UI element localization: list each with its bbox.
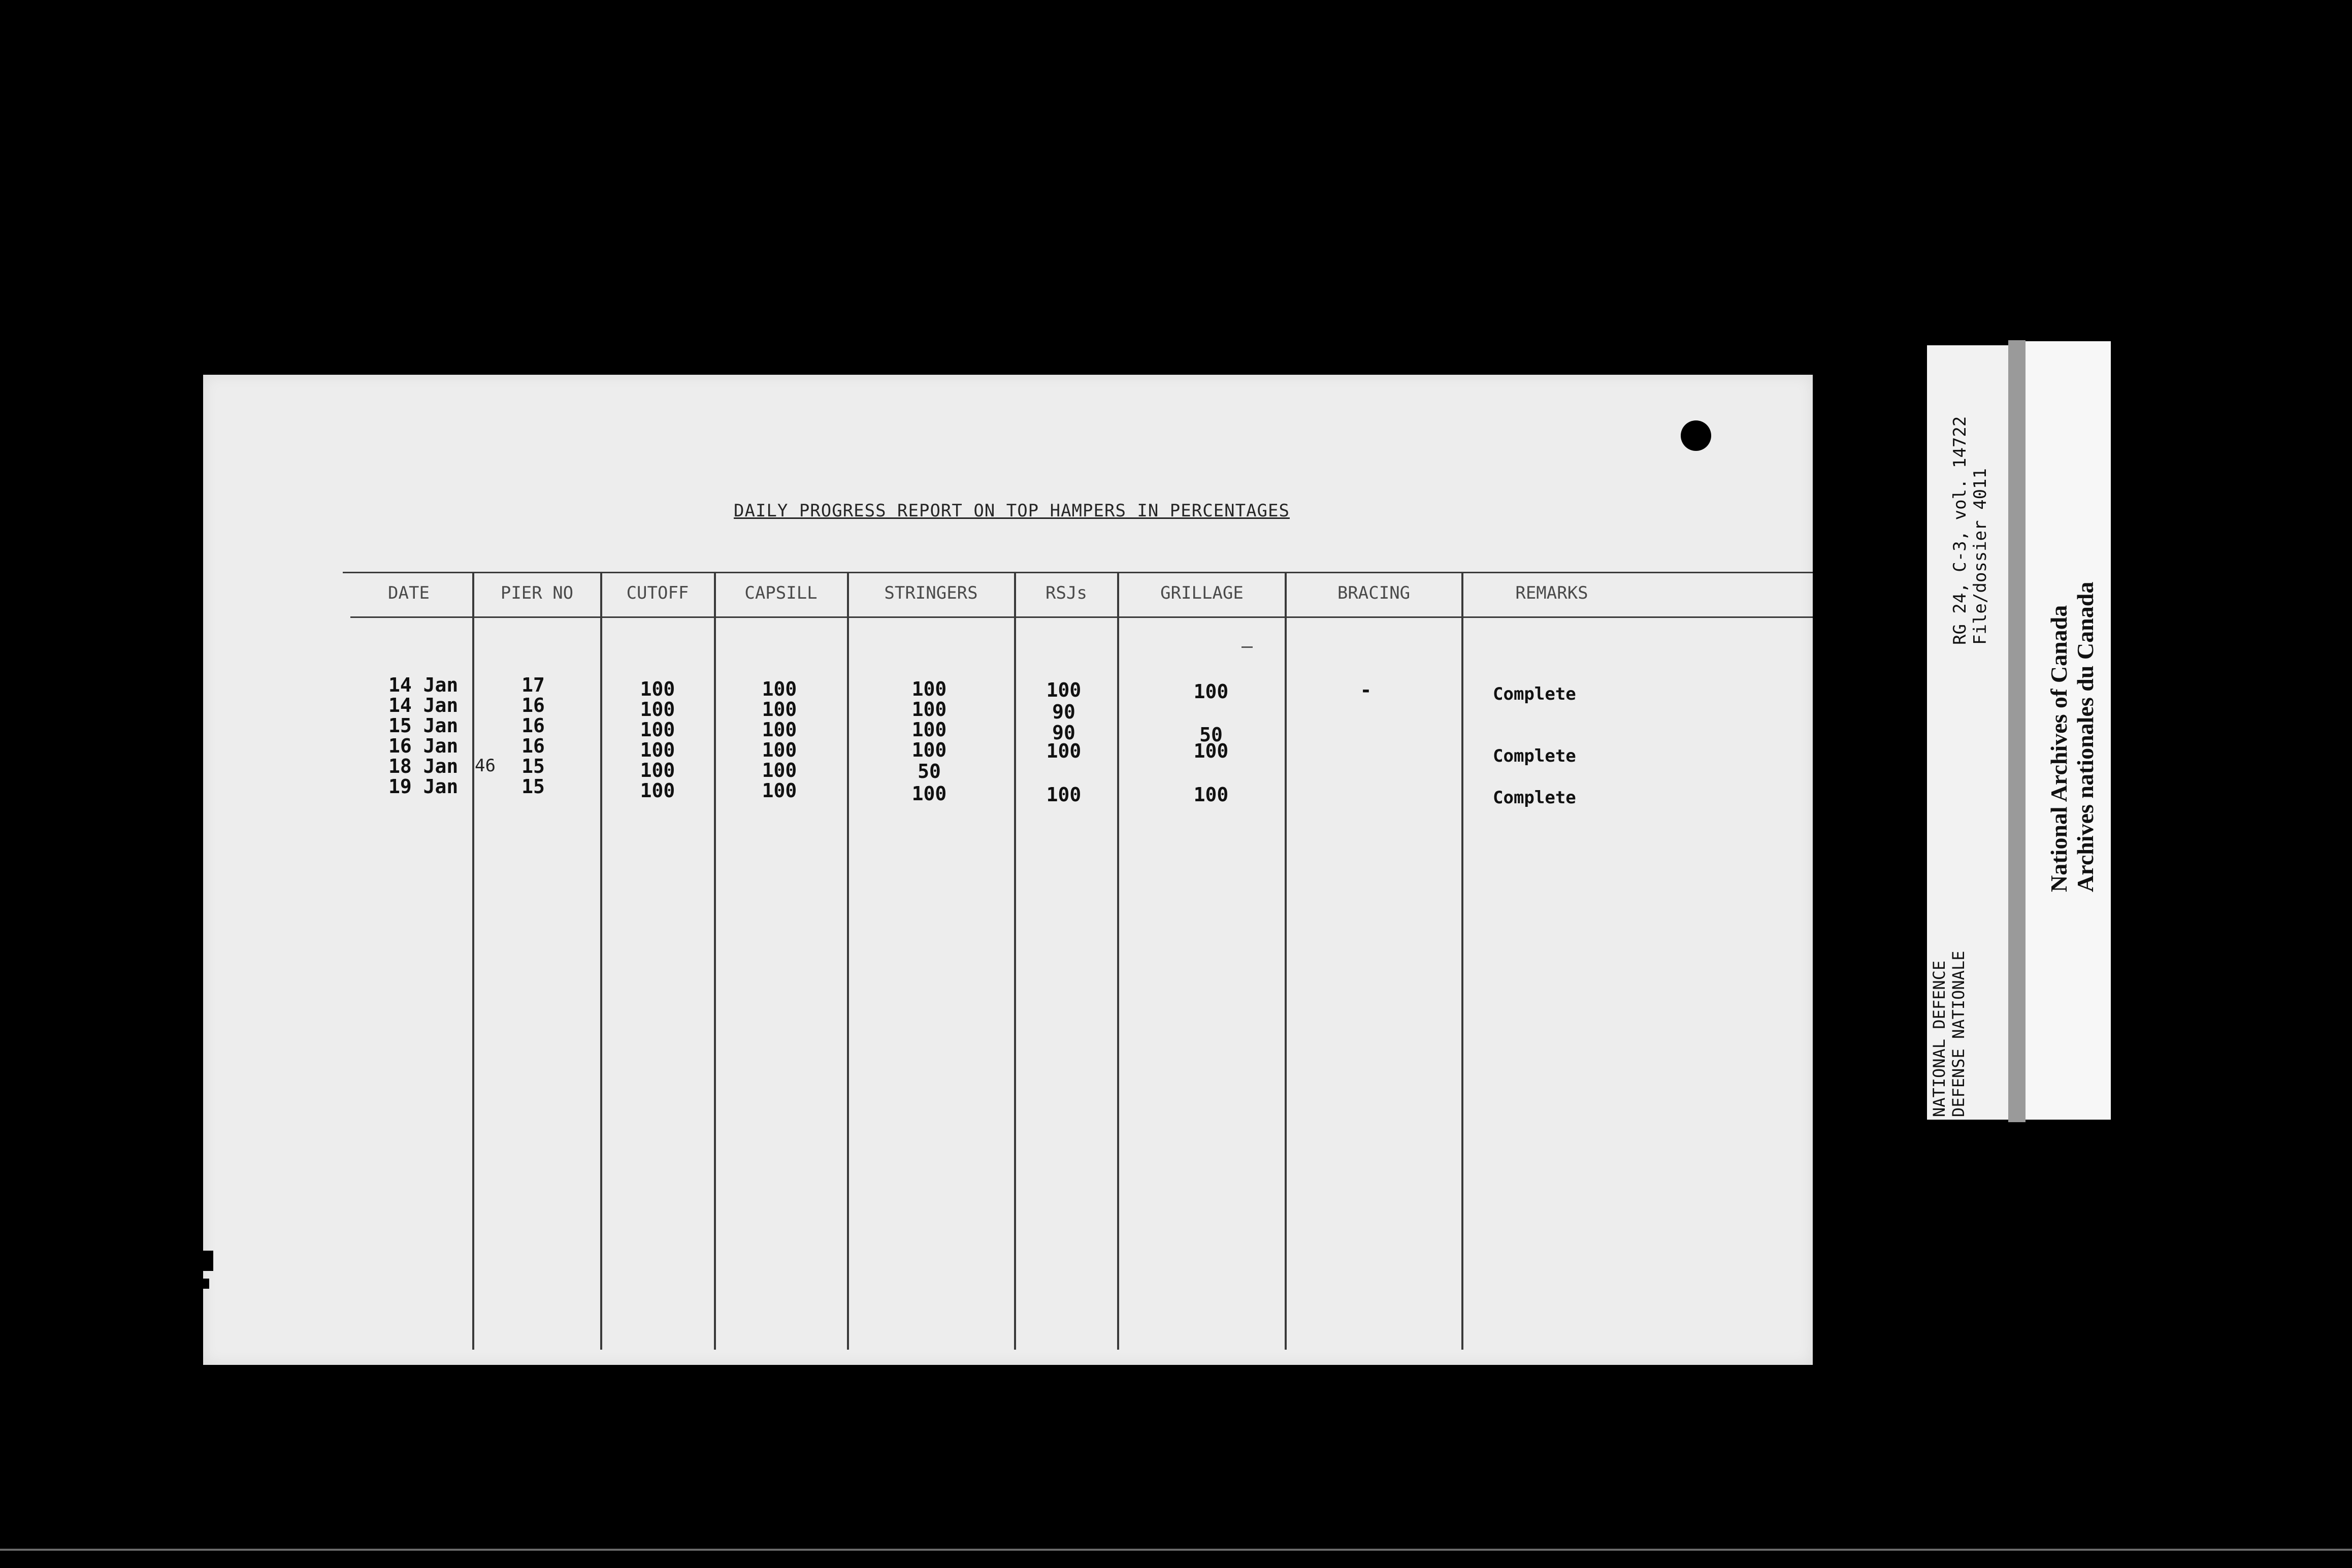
row-pier: 17 [521,674,545,696]
row-date: 14 Jan [388,694,459,716]
stray-mark [1242,646,1253,648]
document-title: DAILY PROGRESS REPORT ON TOP HAMPERS IN PERCENTAGES [734,501,1290,521]
department-line: NATIONAL DEFENCE [1930,960,1949,1117]
archives-name-line: National Archives of Canada [2046,605,2072,892]
column-divider [1285,573,1287,1350]
column-divider [1461,573,1463,1350]
column-header-rsjs: RSJs [1046,583,1087,603]
row-stringers: 100 [911,698,947,721]
row-remarks: Complete [1493,684,1576,704]
row-cutoff: 100 [640,759,675,781]
row-capsill: 100 [762,718,797,741]
row-pier: 15 [521,775,545,798]
column-header-pier-no: PIER NO [500,583,574,603]
column-divider [1014,573,1016,1350]
row-cutoff: 100 [640,739,675,761]
edge-mark [200,1279,209,1289]
column-header-stringers: STRINGERS [884,583,978,603]
archives-label [2026,341,2111,1120]
archives-name-line: Archives nationales du Canada [2072,581,2098,892]
reference-line: File/dossier 4011 [1970,468,1990,645]
row-capsill: 100 [762,678,797,700]
row-remarks: Complete [1493,788,1576,808]
column-divider [1117,573,1119,1350]
row-remarks: Complete [1493,746,1576,766]
row-pier: 16 [521,694,545,716]
row-pier: 15 [521,755,545,777]
row-rsjs: 90 [1052,722,1075,744]
row-date: 16 Jan [388,735,459,757]
edge-mark [200,1251,213,1271]
department-line: DEFENSE NATIONALE [1949,951,1968,1117]
column-header-cutoff: CUTOFF [626,583,689,603]
document-sheet [203,375,1813,1365]
row-capsill: 100 [762,759,797,781]
row-date: 14 Jan [388,674,459,696]
row-grillage: 50 [1199,724,1223,746]
row-cutoff: 100 [640,698,675,721]
scan-border-line [0,1549,2352,1551]
row-stringers: 100 [911,782,947,805]
row-pier: 16 [521,714,545,737]
row-capsill: 100 [762,739,797,761]
row-cutoff: 100 [640,718,675,741]
row-rsjs: 100 [1046,740,1082,762]
archive-reference [1950,416,1990,645]
row-rsjs: 100 [1046,783,1082,806]
label-divider [2008,340,2026,1122]
header-bottom-rule [350,616,1813,618]
row-date: 18 Jan [388,755,459,777]
row-stringers: 100 [911,739,947,761]
archives-name [2046,582,2099,892]
row-stringers: 50 [918,760,941,782]
row-grillage: 100 [1193,680,1229,703]
column-header-bracing: BRACING [1337,583,1411,603]
row-cutoff: 100 [640,779,675,802]
row-capsill: 100 [762,779,797,802]
row-bracing: - [1360,679,1372,701]
department-stamp [1930,951,1968,1117]
column-header-grillage: GRILLAGE [1160,583,1244,603]
column-header-remarks: REMARKS [1515,583,1588,603]
row-stringers: 100 [911,718,947,741]
row-pier: 16 [521,735,545,757]
row-stringers: 100 [911,678,947,700]
margin-annotation: 46 [475,756,496,776]
column-header-capsill: CAPSILL [744,583,818,603]
row-rsjs: 90 [1052,701,1075,723]
column-header-date: DATE [388,583,430,603]
row-rsjs: 100 [1046,679,1082,701]
column-divider [847,573,849,1350]
row-grillage: 100 [1193,783,1229,806]
column-divider [472,573,474,1350]
punch-hole [1681,420,1711,451]
column-divider [600,573,602,1350]
row-date: 19 Jan [388,775,459,798]
reference-line: RG 24, C-3, vol. 14722 [1950,416,1970,645]
header-top-rule [343,572,1813,573]
row-capsill: 100 [762,698,797,721]
row-date: 15 Jan [388,714,459,737]
row-cutoff: 100 [640,678,675,700]
column-divider [714,573,716,1350]
row-grillage: 100 [1193,740,1229,762]
